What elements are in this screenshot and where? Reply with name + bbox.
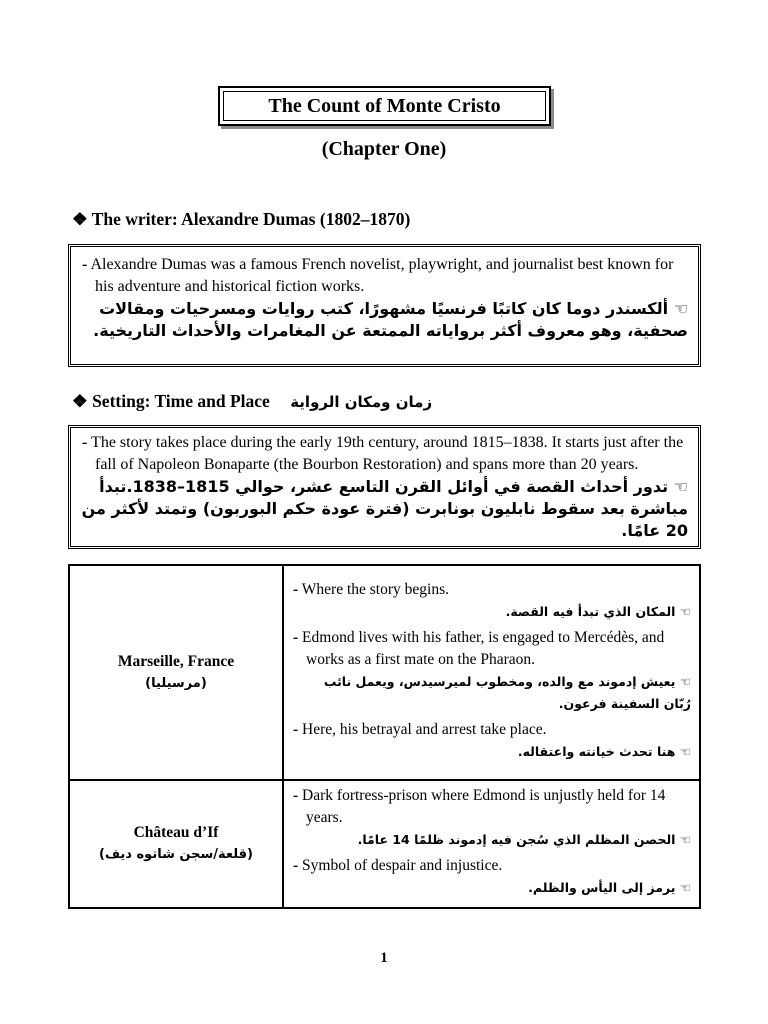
detail-english (293, 579, 691, 601)
setting-heading-en: ❖ Setting: Time and Place (72, 391, 270, 411)
detail-en: Dark fortress-prison where Edmond is unjustly held for 14 years. (302, 787, 666, 826)
place-name-arabic: (قلعة/سجن شاتوه ديف) (98, 847, 253, 862)
table-row (69, 780, 700, 908)
setting-arabic-text: ☜ تدور أحداث القصة في أوائل القرن التاسع عشر، حوالي 1815–1838.تبدأ مباشرة بعد سقوط نابليون بونابرت (فترة عودة حكم البوربون) وتمتد لأكثر من 20 عامًا. (81, 477, 688, 540)
detail-en: Symbol of despair and injustice. (302, 857, 503, 874)
detail-english (293, 627, 691, 671)
page-number: 1 (380, 950, 388, 966)
detail-english (293, 855, 691, 877)
detail-arabic: ☜ يعيش إدموند مع والده، ومخطوب لميرسيدس، ويعمل نائب رُبّان السفينة فرعون. (323, 673, 691, 711)
place-name: Château d’If (133, 824, 219, 841)
detail-arabic: ☜ المكان الذي تبدأ فيه القصة. (505, 603, 691, 619)
place-cell (69, 780, 283, 908)
bullet-dash: - (82, 434, 88, 451)
place-name-arabic: (مرسيليا) (145, 675, 207, 691)
setting-box (68, 425, 701, 549)
bullet-dash: - (293, 628, 299, 646)
setting-english-text (81, 432, 688, 476)
place-details-cell (283, 565, 700, 780)
table-row (69, 565, 700, 780)
bullet-dash: - (82, 256, 88, 273)
bullet-dash: - (293, 787, 299, 804)
detail-en: Here, his betrayal and arrest take place. (302, 720, 547, 738)
detail-arabic: ☜ يرمز إلى اليأس والظلم. (528, 880, 691, 895)
setting-heading-ar: زمان ومكان الرواية (290, 393, 433, 411)
place-name: Marseille, France (117, 652, 235, 670)
detail-en: Where the story begins. (301, 580, 449, 598)
detail-arabic: ☜ هنا تحدث خيانته واعتقاله. (517, 743, 691, 759)
setting-en: The story takes place during the early 19th century, around 1815–1838. It starts just after the fall of Napoleon Bonaparte (the Bourbon Restoration) and spans more than 20 years. (91, 434, 684, 473)
place-cell (69, 565, 283, 780)
places-table (68, 564, 701, 909)
writer-english-text (81, 254, 688, 298)
detail-english (293, 785, 691, 829)
bullet-dash: - (293, 720, 299, 738)
chapter-heading: (Chapter One) (321, 138, 447, 160)
bullet-dash: - (293, 857, 299, 874)
writer-box (68, 244, 701, 367)
place-details-cell (283, 780, 700, 908)
title-box (218, 86, 551, 126)
writer-heading: ❖ The writer: Alexandre Dumas (1802–1870) (72, 209, 411, 229)
detail-arabic: ☜ الحصن المظلم الذي سُجن فيه إدموند ظلمًا 14 عامًا. (357, 832, 691, 847)
setting-heading (72, 391, 432, 412)
detail-english (293, 719, 691, 741)
detail-en: Edmond lives with his father, is engaged to Mercédès, and works as a first mate on the Pharaon. (302, 628, 665, 668)
writer-arabic-text: ☜ ألكسندر دوما كان كاتبًا فرنسيًا مشهورًا، كتب روايات ومسرحيات ومقالات صحفية، وهو معروف أكثر برواياته الممتعة عن المغامرات والأحداث التاريخية. (93, 299, 688, 340)
bullet-dash: - (293, 580, 299, 598)
writer-en: Alexandre Dumas was a famous French novelist, playwright, and journalist best known for his adventure and historical fiction works. (90, 256, 674, 295)
document-title: The Count of Monte Cristo (268, 94, 501, 117)
